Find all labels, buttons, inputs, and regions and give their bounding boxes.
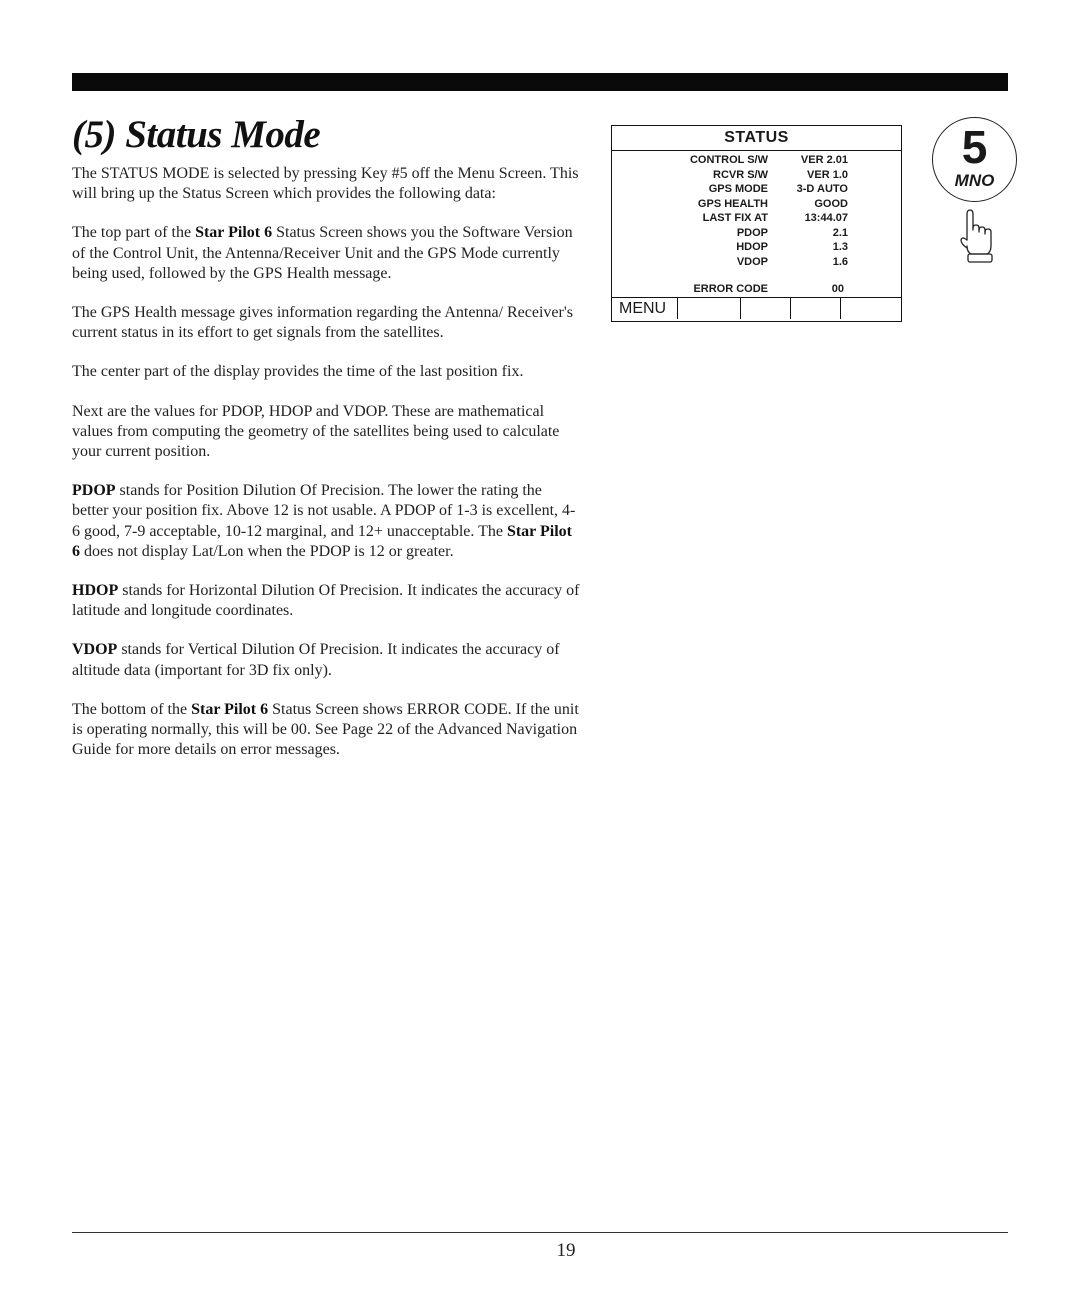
body-paragraph	[72, 700, 582, 761]
text-run: The top part of the	[72, 224, 196, 242]
body-paragraph	[72, 164, 582, 204]
header-rule-bar	[72, 73, 1008, 91]
status-screen-illustration	[611, 125, 902, 322]
soft-key-blank	[790, 298, 841, 319]
pointing-hand-icon	[957, 208, 995, 264]
page-title: (5) Status Mode	[72, 113, 321, 156]
body-text	[72, 164, 582, 779]
status-row	[612, 168, 901, 183]
key-5-badge	[932, 117, 1017, 202]
body-paragraph	[72, 581, 582, 621]
status-label: LAST FIX AT	[702, 212, 768, 224]
status-value: 1.6	[832, 255, 848, 268]
text-run: The STATUS MODE is selected by pressing Key #5 off the Menu Screen. This will bring up the Status Screen which provides the following data:	[72, 165, 579, 203]
body-paragraph	[72, 402, 582, 463]
text-run: The center part of the display provides the time of the last position fix.	[72, 363, 524, 381]
bold-term: Star Pilot 6	[191, 700, 269, 718]
error-code-value: 00	[831, 283, 844, 295]
text-run: The bottom of the	[72, 700, 192, 718]
menu-soft-key: MENU	[612, 298, 678, 319]
status-label: CONTROL S/W	[689, 154, 768, 166]
text-run: Next are the values for PDOP, HDOP and VDOP. These are mathematical values from computing the geometry of the satellites being used to calculate your current position.	[72, 402, 560, 461]
status-label: VDOP	[736, 255, 768, 268]
status-row	[612, 182, 901, 197]
status-label: PDOP	[736, 226, 768, 239]
status-value: 3-D AUTO	[796, 183, 848, 195]
text-run: The GPS Health message gives information regarding the Antenna/ Receiver's current status in its effort to get signals from the satellites.	[72, 304, 573, 342]
soft-key-bar	[612, 297, 901, 321]
bold-term: HDOP	[72, 582, 119, 600]
status-value: VER 1.0	[807, 168, 848, 181]
soft-key-blank	[678, 298, 741, 319]
status-row	[612, 240, 901, 255]
body-paragraph	[72, 362, 582, 382]
text-run: stands for Vertical Dilution Of Precision. It indicates the accuracy of altitude data (important for 3D fix only).	[72, 641, 560, 679]
key-letters: MNO	[954, 171, 995, 190]
soft-key-blank	[740, 298, 791, 319]
key-number: 5	[961, 121, 988, 173]
footer-rule	[72, 1232, 1008, 1233]
error-code-row	[612, 283, 901, 297]
page-number: 19	[556, 1240, 576, 1261]
status-label: GPS HEALTH	[697, 197, 768, 210]
body-paragraph	[72, 640, 582, 680]
status-rows	[612, 153, 901, 269]
status-value: 2.1	[832, 226, 848, 239]
status-value: VER 2.01	[800, 154, 848, 166]
status-row	[612, 226, 901, 241]
status-screen-title: STATUS	[612, 126, 901, 151]
text-run: stands for Horizontal Dilution Of Precision. It indicates the accuracy of latitude and longitude coordinates.	[72, 582, 580, 620]
body-paragraph	[72, 223, 582, 284]
status-row	[612, 197, 901, 212]
status-label: HDOP	[736, 241, 768, 253]
status-row	[612, 211, 901, 226]
status-label: RCVR S/W	[713, 168, 768, 181]
body-paragraph	[72, 481, 582, 562]
body-paragraph	[72, 303, 582, 343]
bold-term: Star Pilot 6	[72, 522, 572, 560]
status-value: 13:44.07	[804, 212, 848, 224]
status-value: 1.3	[832, 241, 848, 253]
error-code-label: ERROR CODE	[693, 283, 768, 295]
bold-term: VDOP	[72, 641, 118, 659]
status-row	[612, 153, 901, 168]
text-run: does not display Lat/Lon when the PDOP is 12 or greater.	[80, 542, 454, 560]
bold-term: Star Pilot 6	[195, 224, 273, 242]
status-value: GOOD	[814, 197, 848, 210]
text-run: Status Screen shows you the Software Version of the Control Unit, the Antenna/Receiver Unit and the GPS Mode currently being used, followed by the GPS Health message.	[72, 224, 573, 282]
bold-term: PDOP	[72, 482, 116, 500]
text-run: stands for Position Dilution Of Precision. The lower the rating the better your position fix. Above 12 is not usable. A PDOP of 1-3 is excellent, 4-6 good, 7-9 acceptable, 10-12 marginal, and 12+ unacceptable. The	[72, 482, 576, 540]
text-run: Status Screen shows ERROR CODE. If the unit is operating normally, this will be 00. See Page 22 of the Advanced Navigation Guide for more details on error messages.	[72, 700, 579, 759]
status-label: GPS MODE	[708, 183, 768, 195]
status-row	[612, 255, 901, 270]
